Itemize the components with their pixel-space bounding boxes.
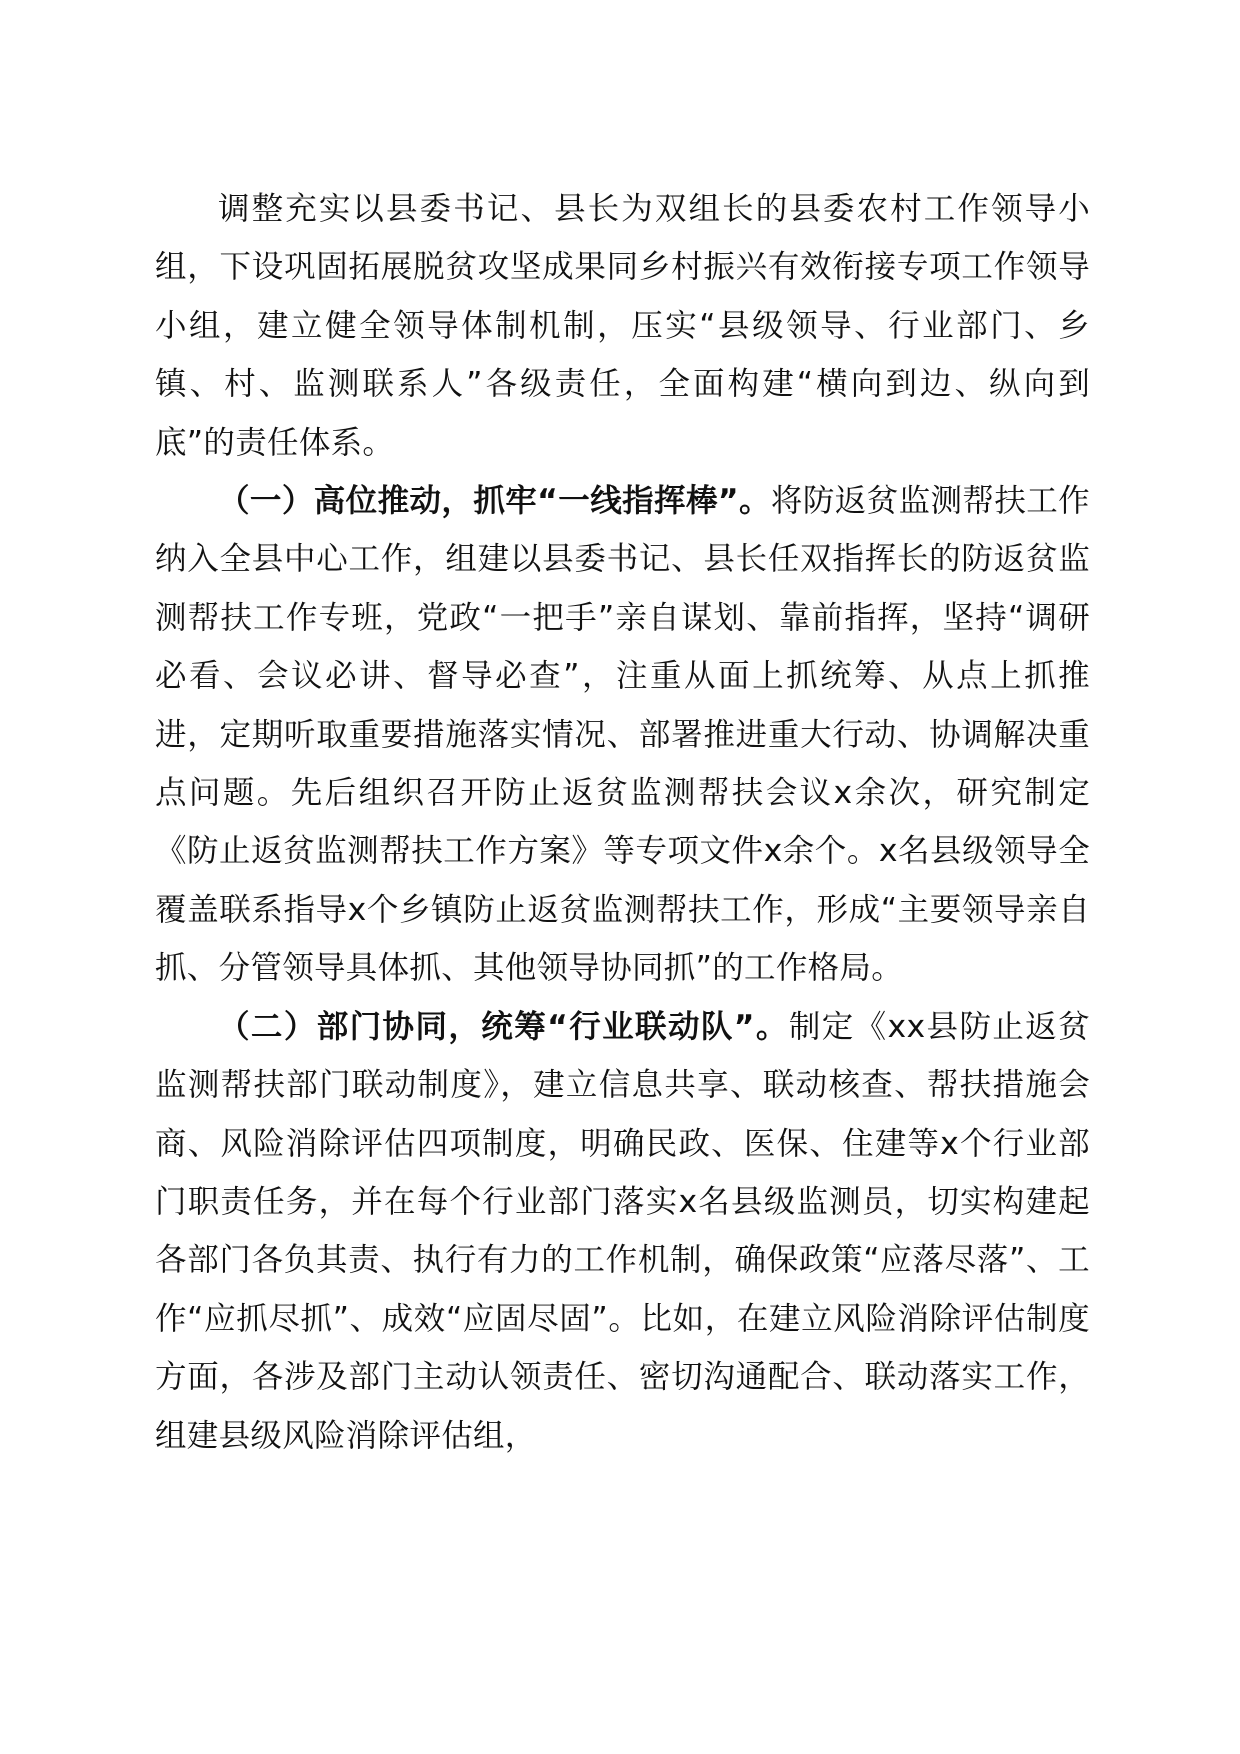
document-body [155, 180, 1090, 1465]
paragraph-heading: （一）高位推动，抓牢“一线指挥棒”。 [218, 483, 771, 520]
paragraph-text: 将防返贫监测帮扶工作纳入全县中心工作，组建以县委书记、县长任双指挥长的防返贫监测帮扶工作专班，党政“一把手”亲自谋划、靠前指挥，坚持“调研必看、会议必讲、督导必查”，注重从面上抓统筹、从点上抓推进，定期听取重要措施落实情况、部署推进重大行动、协调解决重点问题。先后组织召开防止返贫监测帮扶会议x余次，研究制定《防止返贫监测帮扶工作方案》等专项文件x余个。x名县级领导全覆盖联系指导x个乡镇防止返贫监测帮扶工作，形成“主要领导亲自抓、分管领导具体抓、其他领导协同抓”的工作格局。 [155, 483, 1090, 987]
paragraph-section-2 [155, 998, 1090, 1465]
paragraph-section-1 [155, 472, 1090, 998]
paragraph-intro [155, 180, 1090, 472]
paragraph-text: 制定《xx县防止返贫监测帮扶部门联动制度》，建立信息共享、联动核查、帮扶措施会商、风险消除评估四项制度，明确民政、医保、住建等x个行业部门职责任务，并在每个行业部门落实x名县级监测员，切实构建起各部门各负其责、执行有力的工作机制，确保政策“应落尽落”、工作“应抓尽抓”、成效“应固尽固”。比如，在建立风险消除评估制度方面，各涉及部门主动认领责任、密切沟通配合、联动落实工作，组建县级风险消除评估组， [155, 1008, 1090, 1454]
paragraph-text: 调整充实以县委书记、县长为双组长的县委农村工作领导小组，下设巩固拓展脱贫攻坚成果同乡村振兴有效衔接专项工作领导小组，建立健全领导体制机制，压实“县级领导、行业部门、乡镇、村、监测联系人”各级责任，全面构建“横向到边、纵向到底”的责任体系。 [155, 191, 1090, 461]
paragraph-heading: （二）部门协同，统筹“行业联动队”。 [218, 1008, 789, 1045]
